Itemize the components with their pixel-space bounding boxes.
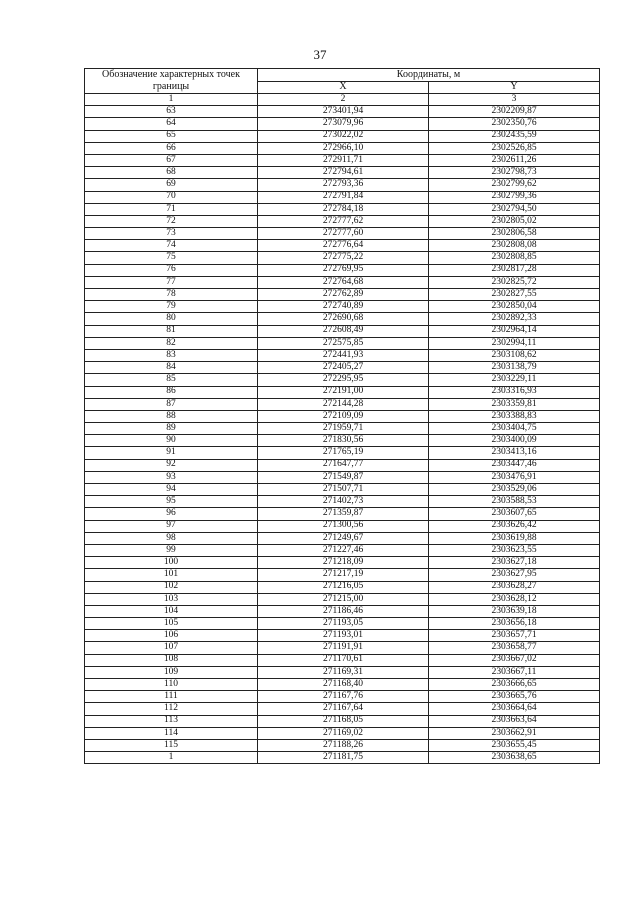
point-id-cell: 76	[85, 264, 258, 276]
y-coordinate-cell: 2302526,85	[429, 142, 600, 154]
table-row	[85, 130, 600, 142]
table-row	[85, 167, 600, 179]
point-id-cell: 88	[85, 410, 258, 422]
table-row	[85, 557, 600, 569]
y-coordinate-cell: 2303413,16	[429, 447, 600, 459]
point-id-cell: 101	[85, 569, 258, 581]
table-row	[85, 752, 600, 764]
y-coordinate-cell: 2303388,83	[429, 410, 600, 422]
x-coordinate-cell: 272769,95	[258, 264, 429, 276]
point-id-cell: 69	[85, 179, 258, 191]
table-row	[85, 240, 600, 252]
column-number-2: 2	[258, 94, 429, 106]
table-row	[85, 203, 600, 215]
point-id-cell: 113	[85, 715, 258, 727]
x-coordinate-cell: 273401,94	[258, 106, 429, 118]
y-coordinate-cell: 2303658,77	[429, 642, 600, 654]
coordinates-header: Координаты, м	[258, 69, 600, 82]
table-row	[85, 154, 600, 166]
table-row	[85, 435, 600, 447]
y-coordinate-cell: 2302825,72	[429, 276, 600, 288]
y-coordinate-cell: 2303662,91	[429, 727, 600, 739]
coordinates-table	[84, 68, 600, 764]
table-row	[85, 593, 600, 605]
x-coordinate-cell: 271300,56	[258, 520, 429, 532]
x-coordinate-cell: 272793,36	[258, 179, 429, 191]
x-coordinate-cell: 271830,56	[258, 435, 429, 447]
point-id-cell: 87	[85, 398, 258, 410]
point-id-cell: 100	[85, 557, 258, 569]
point-id-cell: 81	[85, 325, 258, 337]
x-coordinate-cell: 271167,76	[258, 691, 429, 703]
x-coordinate-cell: 271218,09	[258, 557, 429, 569]
x-coordinate-cell: 273079,96	[258, 118, 429, 130]
x-coordinate-cell: 271169,31	[258, 666, 429, 678]
x-coordinate-cell: 271169,02	[258, 727, 429, 739]
y-coordinate-cell: 2302798,73	[429, 167, 600, 179]
point-id-cell: 89	[85, 423, 258, 435]
y-coordinate-cell: 2302209,87	[429, 106, 600, 118]
x-coordinate-cell: 272911,71	[258, 154, 429, 166]
x-coordinate-cell: 271167,64	[258, 703, 429, 715]
table-row	[85, 471, 600, 483]
table-row	[85, 569, 600, 581]
x-coordinate-cell: 271765,19	[258, 447, 429, 459]
table-row	[85, 679, 600, 691]
y-coordinate-cell: 2303665,76	[429, 691, 600, 703]
x-column-header: X	[258, 81, 429, 94]
point-id-cell: 85	[85, 374, 258, 386]
point-id-cell: 84	[85, 362, 258, 374]
x-coordinate-cell: 272575,85	[258, 337, 429, 349]
y-coordinate-cell: 2302808,85	[429, 252, 600, 264]
y-coordinate-cell: 2303138,79	[429, 362, 600, 374]
point-column-header: Обозначение характерных точек границы	[85, 69, 258, 94]
x-coordinate-cell: 272690,68	[258, 313, 429, 325]
table-row	[85, 386, 600, 398]
x-coordinate-cell: 271359,87	[258, 508, 429, 520]
table-row	[85, 325, 600, 337]
x-coordinate-cell: 272109,09	[258, 410, 429, 422]
column-number-3: 3	[429, 94, 600, 106]
point-id-cell: 65	[85, 130, 258, 142]
point-id-cell: 108	[85, 654, 258, 666]
point-id-cell: 98	[85, 532, 258, 544]
x-coordinate-cell: 271647,77	[258, 459, 429, 471]
y-coordinate-cell: 2303316,93	[429, 386, 600, 398]
table-row	[85, 703, 600, 715]
x-coordinate-cell: 272794,61	[258, 167, 429, 179]
table-row	[85, 484, 600, 496]
point-id-cell: 71	[85, 203, 258, 215]
table-row	[85, 106, 600, 118]
point-id-cell: 97	[85, 520, 258, 532]
x-coordinate-cell: 272405,27	[258, 362, 429, 374]
table-row	[85, 544, 600, 556]
point-id-cell: 105	[85, 618, 258, 630]
column-number-1: 1	[85, 94, 258, 106]
x-coordinate-cell: 271191,91	[258, 642, 429, 654]
point-id-cell: 67	[85, 154, 258, 166]
y-coordinate-cell: 2302435,59	[429, 130, 600, 142]
x-coordinate-cell: 272776,64	[258, 240, 429, 252]
x-coordinate-cell: 272764,68	[258, 276, 429, 288]
table-row	[85, 447, 600, 459]
y-coordinate-cell: 2302808,08	[429, 240, 600, 252]
table-row	[85, 374, 600, 386]
y-coordinate-cell: 2303656,18	[429, 618, 600, 630]
table-row	[85, 618, 600, 630]
y-coordinate-cell: 2302799,36	[429, 191, 600, 203]
point-id-cell: 111	[85, 691, 258, 703]
table-row	[85, 191, 600, 203]
table-row	[85, 581, 600, 593]
x-coordinate-cell: 271215,00	[258, 593, 429, 605]
table-row	[85, 459, 600, 471]
page-number: 37	[313, 47, 327, 62]
point-id-cell: 110	[85, 679, 258, 691]
y-coordinate-cell: 2303108,62	[429, 349, 600, 361]
table-row	[85, 289, 600, 301]
table-row	[85, 508, 600, 520]
table-body	[85, 106, 600, 764]
point-id-cell: 103	[85, 593, 258, 605]
point-id-cell: 63	[85, 106, 258, 118]
point-id-cell: 102	[85, 581, 258, 593]
x-coordinate-cell: 271507,71	[258, 484, 429, 496]
table-row	[85, 739, 600, 751]
x-coordinate-cell: 271170,61	[258, 654, 429, 666]
y-coordinate-cell: 2303447,46	[429, 459, 600, 471]
table-row	[85, 398, 600, 410]
point-id-cell: 77	[85, 276, 258, 288]
x-coordinate-cell: 271216,05	[258, 581, 429, 593]
y-coordinate-cell: 2302806,58	[429, 228, 600, 240]
point-id-cell: 80	[85, 313, 258, 325]
x-coordinate-cell: 271193,01	[258, 630, 429, 642]
x-coordinate-cell: 271249,67	[258, 532, 429, 544]
x-coordinate-cell: 271188,26	[258, 739, 429, 751]
x-coordinate-cell: 271193,05	[258, 618, 429, 630]
x-coordinate-cell: 272777,60	[258, 228, 429, 240]
table-row	[85, 252, 600, 264]
x-coordinate-cell: 271217,19	[258, 569, 429, 581]
table-row	[85, 301, 600, 313]
x-coordinate-cell: 272784,18	[258, 203, 429, 215]
point-id-cell: 91	[85, 447, 258, 459]
point-id-cell: 1	[85, 752, 258, 764]
y-coordinate-cell: 2302827,55	[429, 289, 600, 301]
y-coordinate-cell: 2303529,06	[429, 484, 600, 496]
table-row	[85, 142, 600, 154]
table-row	[85, 118, 600, 130]
point-id-cell: 83	[85, 349, 258, 361]
point-id-cell: 104	[85, 605, 258, 617]
y-coordinate-cell: 2303476,91	[429, 471, 600, 483]
x-coordinate-cell: 272441,93	[258, 349, 429, 361]
y-column-header: Y	[429, 81, 600, 94]
table-row	[85, 423, 600, 435]
x-coordinate-cell: 271959,71	[258, 423, 429, 435]
point-id-cell: 70	[85, 191, 258, 203]
point-id-cell: 90	[85, 435, 258, 447]
table-row	[85, 179, 600, 191]
table-row	[85, 642, 600, 654]
table-row	[85, 337, 600, 349]
y-coordinate-cell: 2303666,65	[429, 679, 600, 691]
y-coordinate-cell: 2303638,65	[429, 752, 600, 764]
table-row	[85, 228, 600, 240]
y-coordinate-cell: 2303607,65	[429, 508, 600, 520]
y-coordinate-cell: 2302994,11	[429, 337, 600, 349]
y-coordinate-cell: 2302964,14	[429, 325, 600, 337]
y-coordinate-cell: 2303404,75	[429, 423, 600, 435]
x-coordinate-cell: 272191,00	[258, 386, 429, 398]
point-id-cell: 94	[85, 484, 258, 496]
y-coordinate-cell: 2303359,81	[429, 398, 600, 410]
table-row	[85, 727, 600, 739]
point-id-cell: 109	[85, 666, 258, 678]
table-row	[85, 264, 600, 276]
point-id-cell: 107	[85, 642, 258, 654]
x-coordinate-cell: 272775,22	[258, 252, 429, 264]
table-row	[85, 654, 600, 666]
point-id-cell: 99	[85, 544, 258, 556]
y-coordinate-cell: 2303626,42	[429, 520, 600, 532]
point-id-cell: 82	[85, 337, 258, 349]
y-coordinate-cell: 2303627,18	[429, 557, 600, 569]
y-coordinate-cell: 2303628,27	[429, 581, 600, 593]
point-id-cell: 115	[85, 739, 258, 751]
x-coordinate-cell: 271168,40	[258, 679, 429, 691]
y-coordinate-cell: 2302799,62	[429, 179, 600, 191]
y-coordinate-cell: 2303628,12	[429, 593, 600, 605]
y-coordinate-cell: 2302892,33	[429, 313, 600, 325]
y-coordinate-cell: 2302794,50	[429, 203, 600, 215]
x-coordinate-cell: 271181,75	[258, 752, 429, 764]
table-row	[85, 532, 600, 544]
y-coordinate-cell: 2303667,11	[429, 666, 600, 678]
x-coordinate-cell: 272295,95	[258, 374, 429, 386]
table-header	[85, 69, 600, 106]
point-id-cell: 68	[85, 167, 258, 179]
y-coordinate-cell: 2303588,53	[429, 496, 600, 508]
x-coordinate-cell: 272762,89	[258, 289, 429, 301]
y-coordinate-cell: 2302611,26	[429, 154, 600, 166]
table-row	[85, 520, 600, 532]
x-coordinate-cell: 272791,84	[258, 191, 429, 203]
point-id-cell: 95	[85, 496, 258, 508]
y-coordinate-cell: 2303627,95	[429, 569, 600, 581]
table-row	[85, 691, 600, 703]
x-coordinate-cell: 271402,73	[258, 496, 429, 508]
point-id-cell: 73	[85, 228, 258, 240]
y-coordinate-cell: 2303229,11	[429, 374, 600, 386]
x-coordinate-cell: 271168,05	[258, 715, 429, 727]
x-coordinate-cell: 271227,46	[258, 544, 429, 556]
x-coordinate-cell: 272608,49	[258, 325, 429, 337]
y-coordinate-cell: 2303639,18	[429, 605, 600, 617]
y-coordinate-cell: 2303664,64	[429, 703, 600, 715]
table-row	[85, 666, 600, 678]
y-coordinate-cell: 2303667,02	[429, 654, 600, 666]
y-coordinate-cell: 2303619,88	[429, 532, 600, 544]
table-row	[85, 362, 600, 374]
point-id-cell: 106	[85, 630, 258, 642]
point-id-cell: 78	[85, 289, 258, 301]
table-row	[85, 605, 600, 617]
point-id-cell: 75	[85, 252, 258, 264]
table-row	[85, 715, 600, 727]
table-row	[85, 496, 600, 508]
y-coordinate-cell: 2303400,09	[429, 435, 600, 447]
y-coordinate-cell: 2303657,71	[429, 630, 600, 642]
x-coordinate-cell: 273022,02	[258, 130, 429, 142]
table-row	[85, 410, 600, 422]
y-coordinate-cell: 2302805,02	[429, 215, 600, 227]
point-id-cell: 74	[85, 240, 258, 252]
x-coordinate-cell: 272740,89	[258, 301, 429, 313]
table-row	[85, 349, 600, 361]
y-coordinate-cell: 2303655,45	[429, 739, 600, 751]
x-coordinate-cell: 272777,62	[258, 215, 429, 227]
table-row	[85, 630, 600, 642]
x-coordinate-cell: 271549,87	[258, 471, 429, 483]
table-row	[85, 276, 600, 288]
x-coordinate-cell: 272144,28	[258, 398, 429, 410]
x-coordinate-cell: 272966,10	[258, 142, 429, 154]
x-coordinate-cell: 271186,46	[258, 605, 429, 617]
point-id-cell: 66	[85, 142, 258, 154]
table-row	[85, 215, 600, 227]
y-coordinate-cell: 2302350,76	[429, 118, 600, 130]
point-id-cell: 114	[85, 727, 258, 739]
y-coordinate-cell: 2302850,04	[429, 301, 600, 313]
point-id-cell: 96	[85, 508, 258, 520]
point-id-cell: 112	[85, 703, 258, 715]
point-id-cell: 92	[85, 459, 258, 471]
point-id-cell: 86	[85, 386, 258, 398]
y-coordinate-cell: 2303623,55	[429, 544, 600, 556]
table-row	[85, 313, 600, 325]
point-id-cell: 79	[85, 301, 258, 313]
point-id-cell: 93	[85, 471, 258, 483]
y-coordinate-cell: 2303663,64	[429, 715, 600, 727]
point-id-cell: 64	[85, 118, 258, 130]
y-coordinate-cell: 2302817,28	[429, 264, 600, 276]
point-id-cell: 72	[85, 215, 258, 227]
